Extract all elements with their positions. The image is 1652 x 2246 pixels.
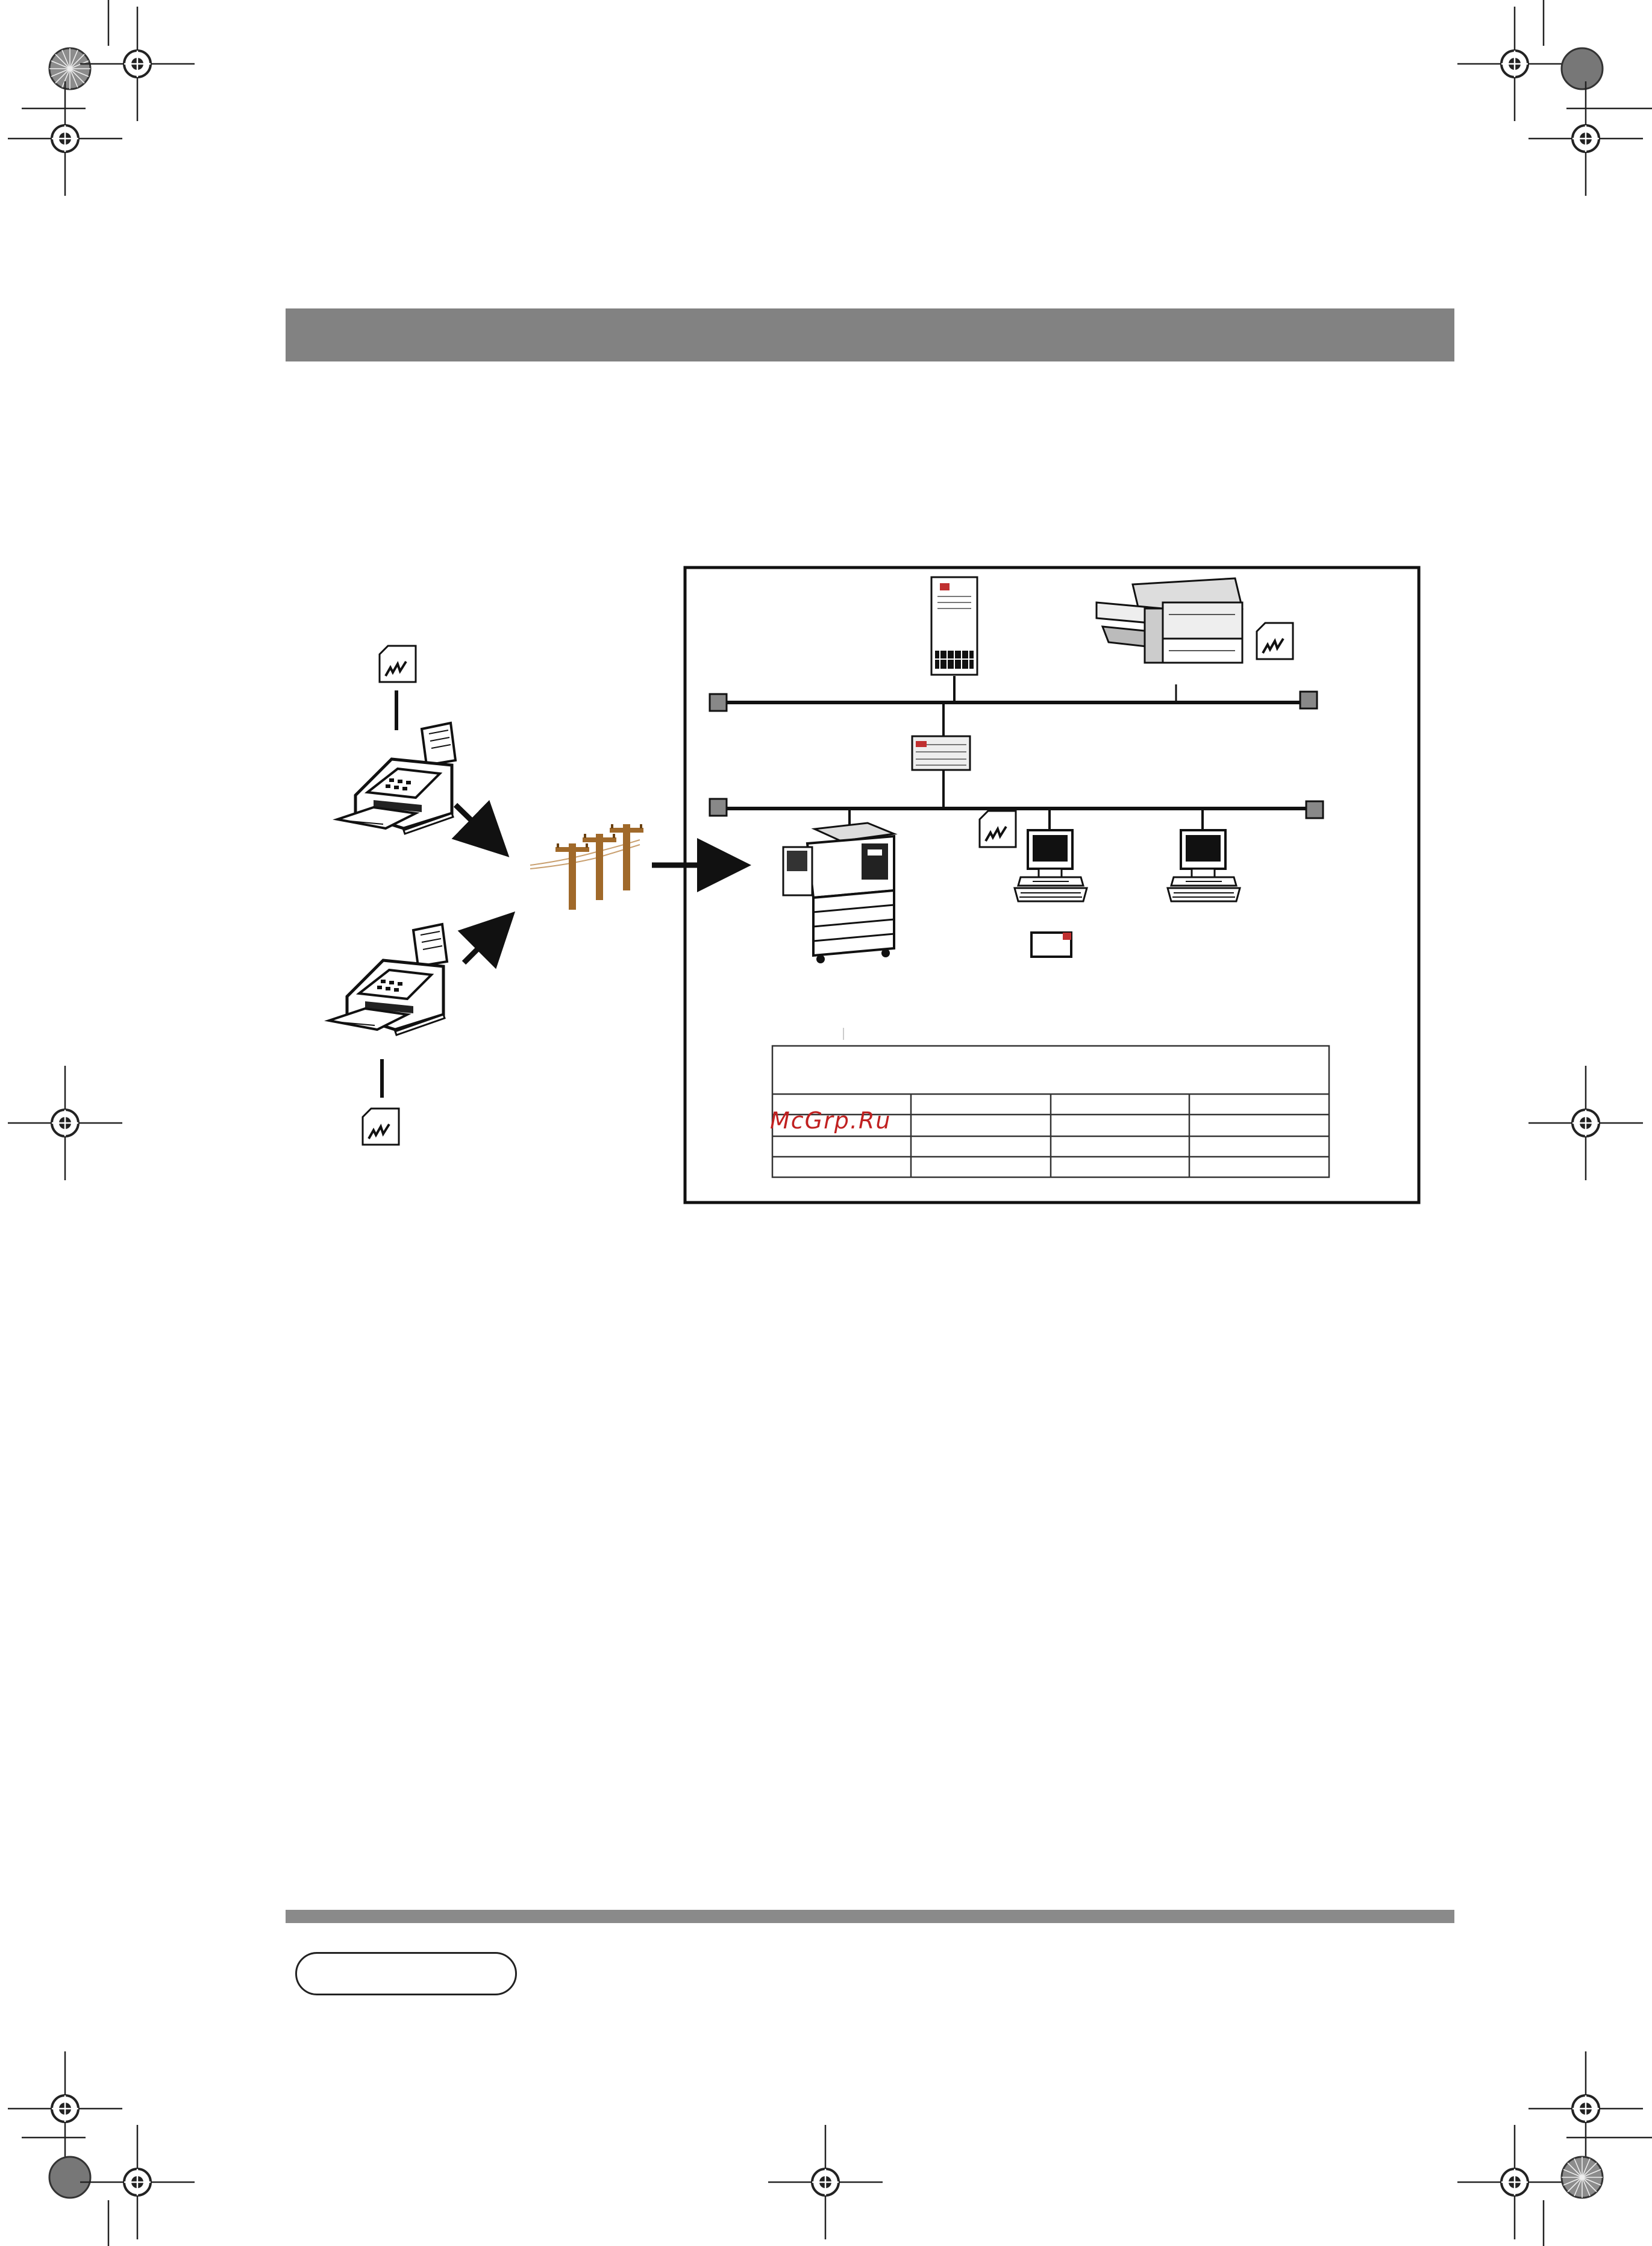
hub-icon: [912, 736, 970, 770]
terminator-icon: [1300, 692, 1317, 709]
registration-mark-icon: [8, 81, 122, 196]
server-icon: [931, 577, 977, 675]
document-icon: [1257, 623, 1293, 659]
registration-mark-icon: [1457, 2125, 1572, 2239]
registration-mark-icon: [8, 1066, 122, 1180]
telephone-pole-icon: [530, 824, 643, 910]
computer-icon: [1015, 830, 1087, 901]
registration-mark-icon: [1528, 2051, 1643, 2166]
star-disc-icon: [49, 48, 90, 89]
arrow-icon: [455, 805, 498, 846]
document-icon: [980, 811, 1016, 847]
registration-mark-icon: [768, 2125, 883, 2239]
fax-machine-icon: [337, 723, 455, 834]
terminator-icon: [1306, 801, 1323, 818]
registration-mark-icon: [80, 2125, 195, 2239]
watermark-text: McGrp.Ru: [770, 1107, 892, 1134]
terminator-icon: [710, 694, 727, 711]
printer-icon: [1097, 578, 1242, 663]
document-icon: [363, 1109, 399, 1145]
arrow-icon: [464, 923, 504, 963]
gray-disc-icon: [49, 2157, 90, 2198]
footer-rule: [286, 1910, 1454, 1923]
registration-mark-icon: [1528, 1066, 1643, 1180]
page-number-oval: [295, 1952, 517, 1995]
data-table: [772, 1028, 1329, 1177]
registration-mark-icon: [1528, 81, 1643, 196]
registration-mark-icon: [8, 2051, 122, 2166]
registration-mark-icon: [1457, 7, 1572, 121]
envelope-icon: [1031, 933, 1071, 957]
copier-icon: [783, 823, 894, 963]
terminator-icon: [710, 799, 727, 816]
computer-icon: [1168, 830, 1240, 901]
star-disc-icon: [1562, 2157, 1603, 2198]
gray-disc-icon: [1562, 48, 1603, 89]
document-icon: [380, 646, 416, 682]
registration-mark-icon: [80, 7, 195, 121]
fax-machine-icon: [329, 924, 447, 1035]
